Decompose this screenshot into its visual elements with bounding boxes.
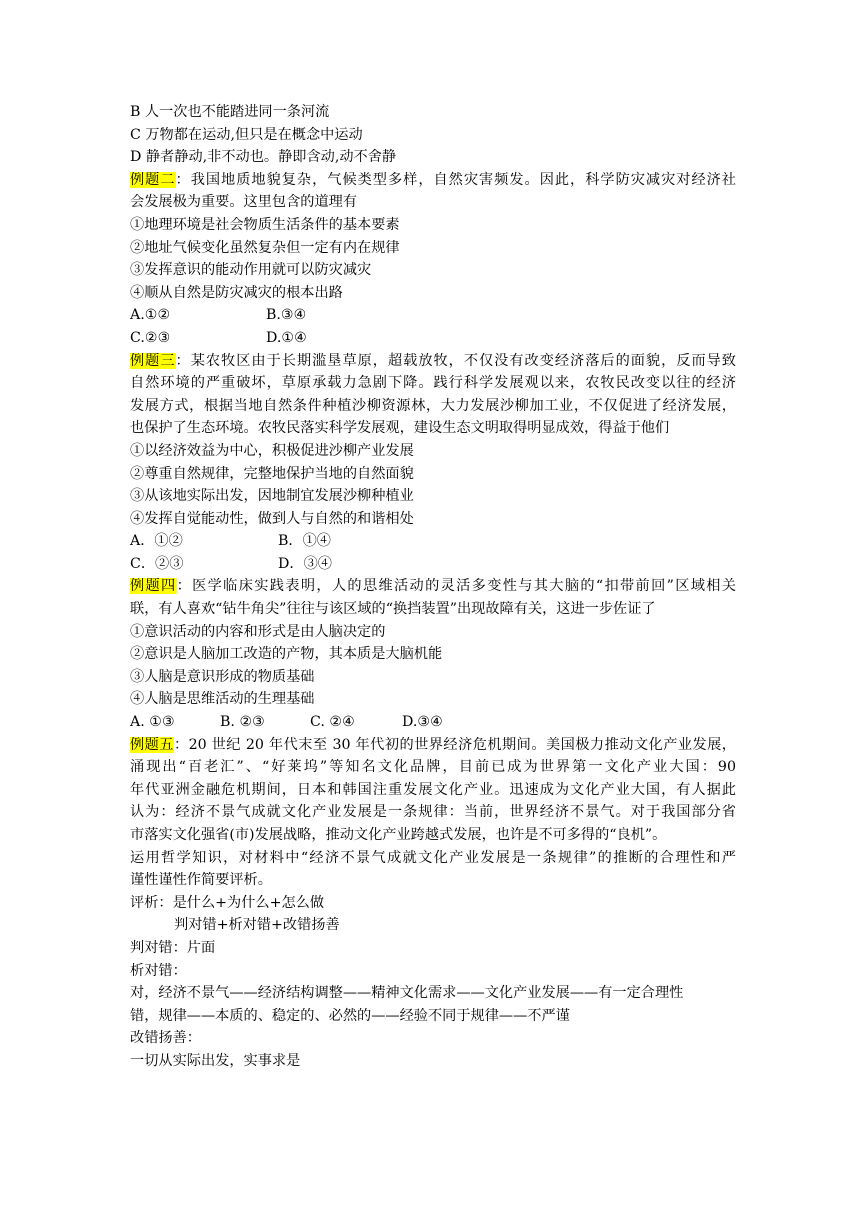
analysis-improve-heading: 改错扬善： [130, 1030, 201, 1047]
example-2-item: ④顺从自然是防灾减灾的根本出路 [130, 284, 343, 301]
example-2-item: ①地理环境是社会物质生活条件的基本要素 [130, 216, 400, 233]
example-4-item: ③人脑是意识形成的物质基础 [130, 668, 315, 685]
example-4-options-row [130, 711, 736, 734]
example-4-text: ：医学临床实践表明，人的思维活动的灵活多变性与其大脑的“扣带前回”区域相关 [176, 578, 736, 595]
example-4-option-d: D.③④ [402, 714, 443, 731]
example-5-stem-cont: 市落实文化强省(市)发展战略，推动文化产业跨越式发展，也许是不可多得的“良机”。 [130, 827, 667, 843]
example-4-item: ②意识是人脑加工改造的产物，其本质是大脑机能 [130, 646, 443, 663]
example-4-label: 例题四 [130, 578, 177, 595]
example-3-option-a: A．①② [130, 533, 183, 550]
analysis-improve: 一切从实际出发，实事求是 [130, 1052, 301, 1069]
example-2-item: ③发挥意识的能动作用就可以防灾减灾 [130, 262, 372, 279]
example-5-stem [130, 734, 736, 757]
example-2-options-row [130, 304, 736, 327]
example-3-item: ②尊重自然规律，完整地保护当地的自然面貌 [130, 465, 414, 482]
example-4-item: ①意识活动的内容和形式是由人脑决定的 [130, 623, 386, 640]
example-2-option-b: B.③④ [266, 307, 307, 324]
analysis-reason-heading: 析对错： [130, 962, 187, 979]
example-4-item: ④人脑是思维活动的生理基础 [130, 691, 315, 708]
example-3-stem [130, 350, 736, 373]
example-3-item: ③从该地实际出发，因地制宜发展沙柳种植业 [130, 488, 414, 505]
example-2-options-row [130, 327, 736, 350]
option-b-line: B 人一次也不能踏进同一条河流 [130, 104, 330, 120]
example-4-stem-cont: 联，有人喜欢“钻牛角尖”往往与该区域的“换挡装置”出现故障有关，这进一步佐证了 [130, 601, 656, 618]
example-4-option-b: B. ②③ [220, 714, 265, 731]
example-2-text: ：我国地质地貌复杂，气候类型多样，自然灾害频发。因此，科学防灾减灾对经济社 [175, 171, 736, 188]
example-5-stem-cont: 涌现出“百老汇”、“好莱坞”等知名文化品牌，目前已成为世界第一文化产业大国：90 [130, 759, 736, 776]
example-3-stem-cont: 也保护了生态环境。农牧民落实科学发展观，建设生态文明取得明显成效，得益于他们 [130, 420, 670, 437]
example-3-options-row [130, 530, 736, 553]
example-3-label: 例题三 [130, 352, 176, 369]
example-4-option-c: C. ②④ [310, 714, 355, 731]
example-5-stem-cont: 认为：经济不景气成就文化产业发展是一条规律：当前，世界经济不景气。对于我国部分省 [130, 804, 736, 821]
example-4-stem [130, 575, 736, 598]
example-4-option-a: A. ①③ [130, 714, 175, 731]
example-3-option-c: C．②③ [130, 555, 184, 572]
example-5-stem-cont: 年代亚洲金融危机期间，日本和韩国注重发展文化产业。迅速成为文化产业大国，有人据此 [130, 781, 736, 798]
example-5-text: ：20 世纪 20 年代末至 30 年代初的世界经济危机期间。美国极力推动文化产业发展， [173, 736, 736, 753]
example-5-label: 例题五 [130, 736, 174, 753]
example-5-question-cont: 谨性谨性作简要评析。 [130, 872, 272, 889]
example-2-label: 例题二 [130, 171, 176, 188]
option-c-line: C 万物都在运动,但只是在概念中运动 [130, 126, 363, 143]
example-3-option-d: D．③④ [278, 555, 332, 572]
example-2-item: ②地址气候变化虽然复杂但一定有内在规律 [130, 239, 400, 256]
document-page [130, 101, 736, 1073]
example-3-option-b: B．①④ [278, 533, 331, 550]
option-d-line: D 静者静动,非不动也。静即含动,动不舍静 [130, 149, 397, 166]
example-2-option-d: D.①④ [266, 329, 307, 346]
example-3-options-row [130, 553, 736, 576]
analysis-wrong: 错，规律——本质的、稳定的、必然的——经验不同于规律——不严谨 [130, 1007, 570, 1024]
example-3-item: ④发挥自觉能动性，做到人与自然的和谐相处 [130, 510, 414, 527]
example-3-stem-cont: 发展方式，根据当地自然条件种植沙柳资源林，大力发展沙柳加工业，不仅促进了经济发展， [130, 397, 736, 414]
analysis-right: 对，经济不景气——经济结构调整——精神文化需求——文化产业发展——有一定合理性 [130, 985, 684, 1002]
example-3-item: ①以经济效益为中心，积极促进沙柳产业发展 [130, 442, 414, 459]
example-2-option-c: C.②③ [130, 329, 171, 346]
analysis-steps: 判对错+析对错+改错扬善 [174, 917, 340, 934]
example-2-option-a: A.①② [130, 307, 171, 324]
example-2-stem [130, 169, 736, 192]
example-3-stem-cont: 自然环境的严重破坏，草原承载力急剧下降。践行科学发展观以来，农牧民改变以往的经济 [130, 375, 736, 392]
analysis-judge: 判对错：片面 [130, 939, 216, 956]
example-5-question: 运用哲学知识，对材料中“经济不景气成就文化产业发展是一条规律”的推断的合理性和严 [130, 849, 736, 866]
analysis-heading: 评析：是什么+为什么+怎么做 [130, 894, 325, 911]
example-3-text: ：某农牧区由于长期滥垦草原，超载放牧，不仅没有改变经济落后的面貌，反而导致 [175, 352, 736, 369]
example-2-stem-cont: 会发展极为重要。这里包含的道理有 [130, 194, 358, 211]
